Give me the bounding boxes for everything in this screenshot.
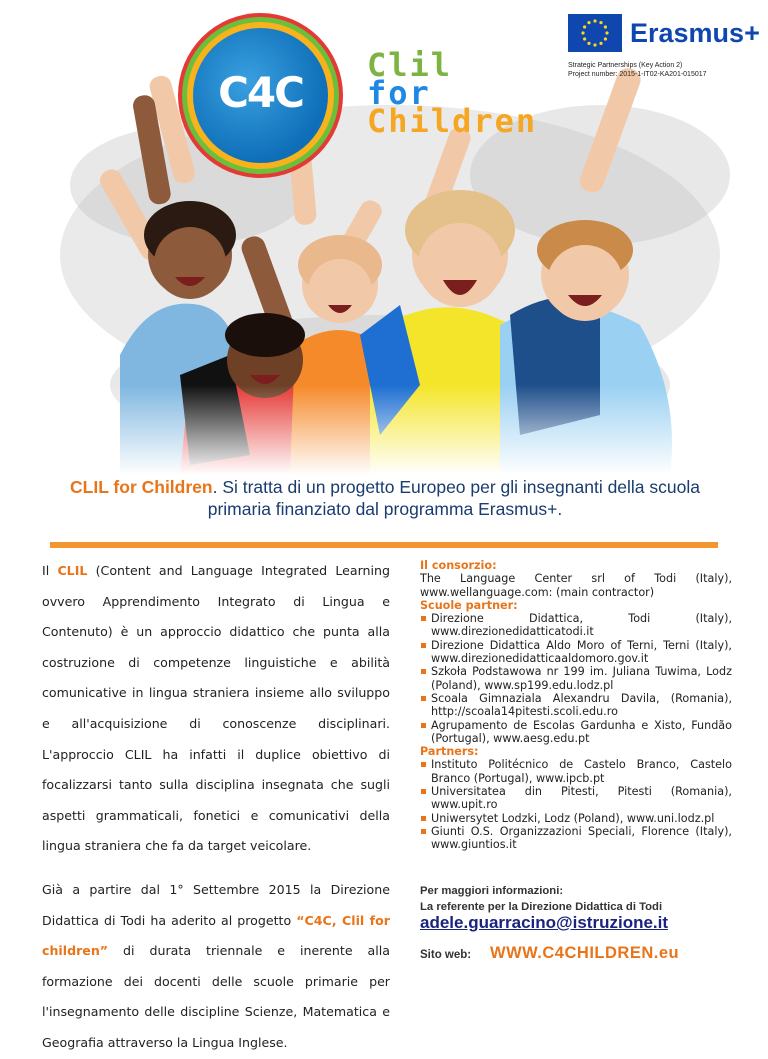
left-column: [42, 556, 390, 1059]
referent-label: La referente per la Direzione Didattica di Todi: [420, 901, 663, 913]
p1-rest: (Content and Language Integrated Learning ovvero Apprendimento Integrato di Lingua e Contenuto) è un approccio didattico che punta alla costruzione di competenze linguistiche e abilità comunicative in lingua straniera insieme allo sviluppo e all'acquisizione di conoscenze disciplinari. L'approccio CLIL ha infatti il duplice obiettivo di focalizzarsi tanto sulla disciplina insegnata che sugli aspetti grammaticali, fonetici e comunicativi della lingua straniera che fa da target veicolare.: [42, 563, 390, 854]
intro-statement: [40, 476, 730, 520]
p1-start: Il: [42, 563, 58, 578]
website-link[interactable]: WWW.C4CHILDREN.eu: [490, 944, 680, 962]
list-item: Direzione Didattica Aldo Moro of Terni, Terni (Italy), www.direzionedidatticaaldomoro.gov.it: [420, 639, 732, 666]
right-column: [420, 559, 732, 852]
more-info-label: Per maggiori informazioni:: [420, 885, 564, 897]
consortium-heading: Il consorzio:: [420, 559, 497, 572]
consortium-text: The Language Center srl of Todi (Italy), www.wellanguage.com: (main contractor): [420, 572, 732, 599]
p1-clil: CLIL: [57, 563, 88, 578]
project-paragraph: [42, 875, 390, 1059]
logo-word-children: Children: [367, 102, 538, 140]
list-item: Universitatea din Pitesti, Pitesti (Romania), www.upit.ro: [420, 785, 732, 812]
contact-info: [420, 883, 662, 915]
p2-start: Già a partire dal 1° Settembre 2015 la Direzione Didattica di Todi ha aderito al progetto: [42, 881, 390, 928]
list-item: Giunti O.S. Organizzazioni Speciali, Florence (Italy), www.giuntios.it: [420, 825, 732, 852]
project-number-line: Project number: 2015-1-IT02-KA201-015017: [568, 71, 707, 78]
p2-rest: di durata triennale e inerente alla formazione dei docenti delle scuole primarie per l'insegnamento delle discipline Scienze, Matematica e Geografia attraverso la Lingua Inglese.: [42, 943, 390, 1050]
intro-highlight: CLIL for Children: [70, 477, 213, 497]
erasmus-plus-logo: Erasmus+: [630, 18, 760, 48]
logo-word-clil: Clil: [367, 46, 453, 84]
eu-flag-icon: [568, 14, 622, 52]
website-label: Sito web:: [420, 949, 472, 961]
schools-list: [420, 612, 732, 745]
divider-bar: [50, 542, 718, 548]
list-item: Agrupamento de Escolas Gardunha e Xisto, Fundão (Portugal), www.aesg.edu.pt: [420, 719, 732, 746]
email-link[interactable]: adele.guarracino@istruzione.it: [420, 913, 669, 932]
list-item: Scoala Gimnaziala Alexandru Davila, (Romania), http://scoala14pitesti.scoli.edu.ro: [420, 692, 732, 719]
logo-word-for: for: [367, 74, 431, 112]
list-item: Direzione Didattica, Todi (Italy), www.direzionedidatticatodi.it: [420, 612, 732, 639]
list-item: Instituto Politécnico de Castelo Branco, Castelo Branco (Portugal), www.ipcb.pt: [420, 758, 732, 785]
partners-list: [420, 758, 732, 851]
clil-paragraph: [42, 556, 390, 862]
intro-text: . Si tratta di un progetto Europeo per gli insegnanti della scuola primaria finanziato dal programma Erasmus+.: [207, 477, 700, 519]
partners-heading: Partners:: [420, 745, 479, 759]
p2-project: “C4C, Clil for children”: [42, 912, 390, 959]
schools-heading: Scuole partner:: [420, 598, 518, 612]
list-item: Szkoła Podstawowa nr 199 im. Juliana Tuwima, Lodz (Poland), www.sp199.edu.lodz.pl: [420, 665, 732, 692]
c4c-logo-text: C4C: [218, 68, 303, 117]
strategic-partnerships-line: Strategic Partnerships (Key Action 2): [568, 62, 683, 69]
list-item: Uniwersytet Lodzki, Lodz (Poland), www.uni.lodz.pl: [420, 812, 732, 825]
